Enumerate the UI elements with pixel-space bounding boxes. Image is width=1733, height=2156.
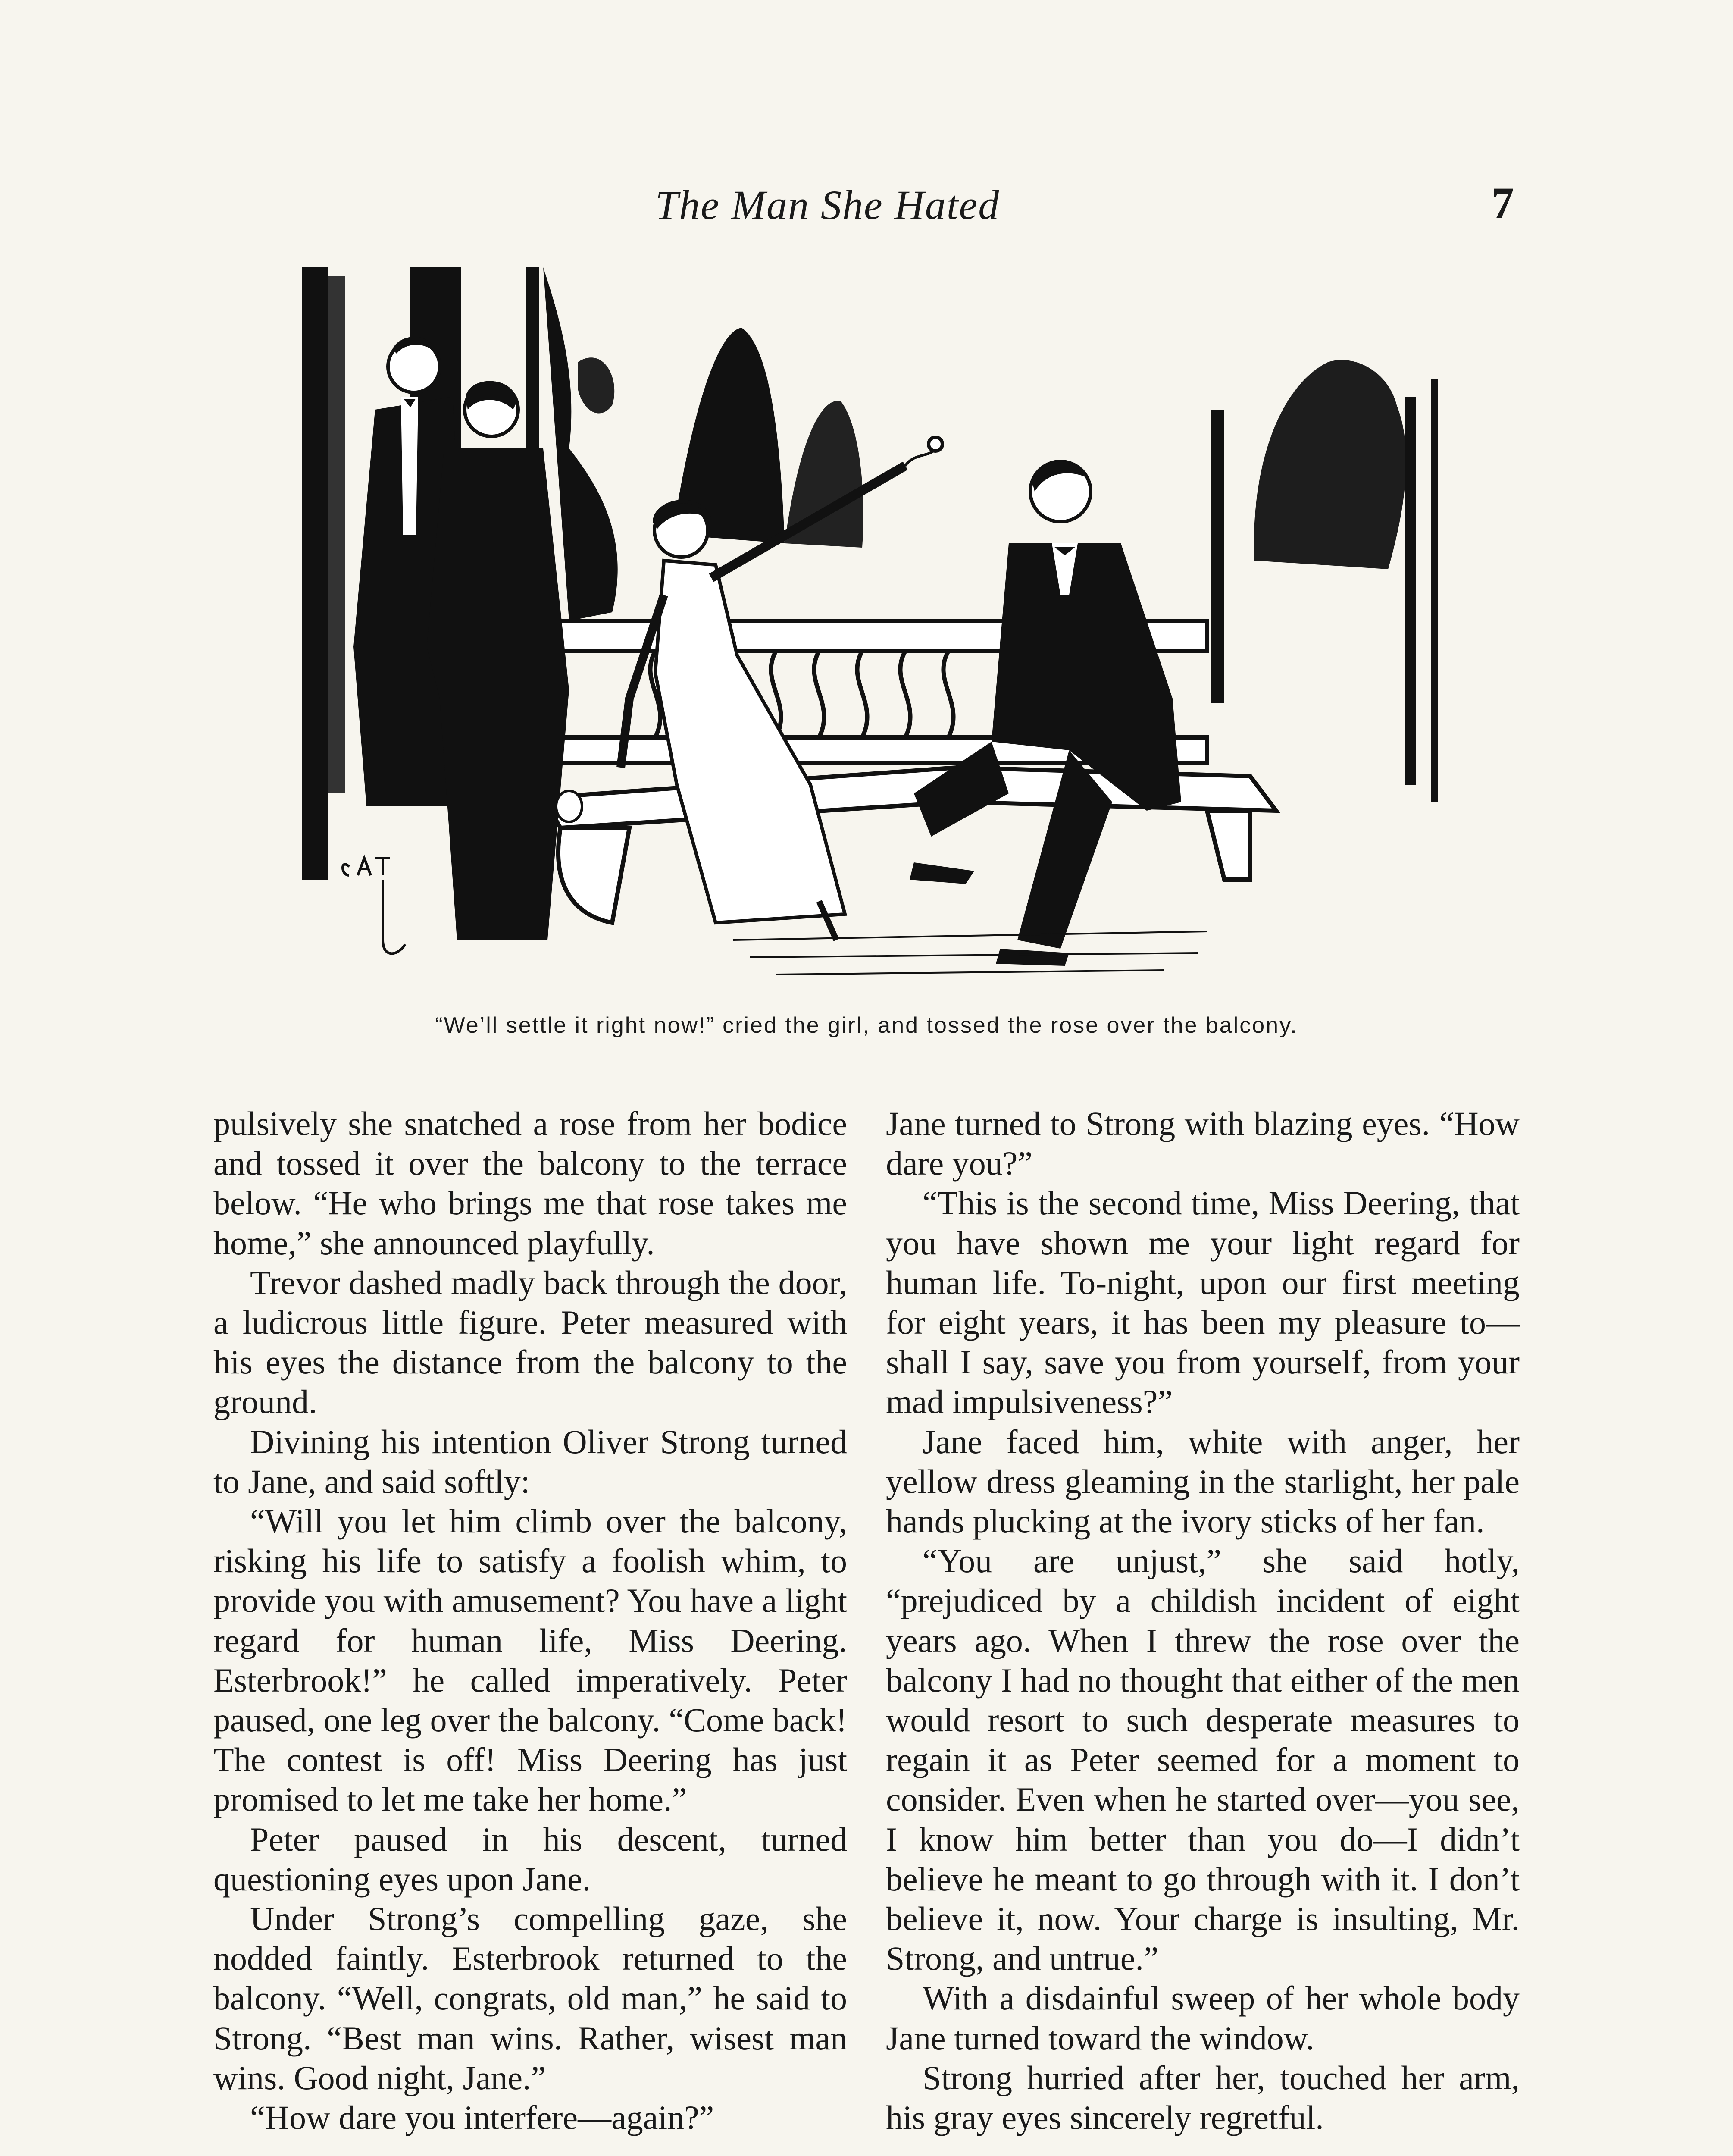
paragraph: Peter paused in his descent, turned questioning eyes upon Jane. (213, 1820, 847, 1898)
paragraph: “Will you let him climb over the balcony, risking his life to satisfy a foolish whim, to provide you with amusement? You have a light regard for human life, Miss Deering. Esterbrook!” he called imperatively. Peter paused, one leg over the balcony. “Come back! The contest is off! Miss Deering has just promised to let me take her home.” (213, 1502, 847, 1818)
illustration (302, 267, 1457, 992)
paragraph: With a disdainful sweep of her whole body Jane turned toward the window. (886, 1979, 1520, 2057)
paragraph: Jane turned to Strong with blazing eyes. “How dare you?” (886, 1105, 1520, 1182)
paragraph: “This is the second time, Miss Deering, that you have shown me your light regard for human life. To-night, upon our first meeting for eight years, it has been my pleasure to—shall I say, save you from yourself, from your mad impulsiveness?” (886, 1184, 1520, 1421)
paragraph: Strong hurried after her, touched her arm, his gray eyes sincerely regretful. (886, 2059, 1520, 2137)
paragraph: “How dare you interfere—again?” (250, 2099, 714, 2137)
page-number: 7 (1492, 179, 1514, 228)
ground-hatching (733, 931, 1207, 975)
paragraph: Jane faced him, white with anger, her yellow dress gleaming in the starlight, her pale hands plucking at the ivory sticks of her fan. (886, 1423, 1520, 1540)
paragraph: Divining his intention Oliver Strong turned to Jane, and said softly: (213, 1423, 847, 1500)
illustration-caption: “We’ll settle it right now!” cried the girl, and tossed the rose over the balcony. (435, 1013, 1298, 1038)
running-title: The Man She Hated (655, 182, 1000, 228)
running-head (0, 181, 1733, 241)
text-column-right (886, 1104, 1520, 2137)
paragraph: “You are unjust,” she said hotly, “prejudiced by a childish incident of eight years ago. When I threw the rose over the balcony I had no thought that either of the men would resort to such desperate measures to regain it as Peter seemed for a moment to consider. Even when he started over—you see, I know him better than you do—I didn’t believe he meant to go through with it. I don’t believe it, now. Your charge is insulting, Mr. Strong, and untrue.” (886, 1542, 1520, 1977)
paragraph: Under Strong’s compelling gaze, she nodded faintly. Esterbrook returned to the balcony. “Well, congrats, old man,” he said to Strong. “Best man wins. Rather, wisest man wins. Good night, Jane.” (213, 1900, 847, 2096)
paragraph: Trevor dashed madly back through the door, a ludicrous little figure. Peter measured with his eyes the distance from the balcony to the ground. (213, 1263, 847, 1421)
text-column-left (213, 1104, 847, 2137)
paragraph: pulsively she snatched a rose from her bodice and tossed it over the balcony to the terrace below. “He who brings me that rose takes me home,” she announced playfully. (213, 1105, 847, 1262)
artist-signature (343, 858, 405, 953)
figure-man-seated (910, 461, 1181, 966)
